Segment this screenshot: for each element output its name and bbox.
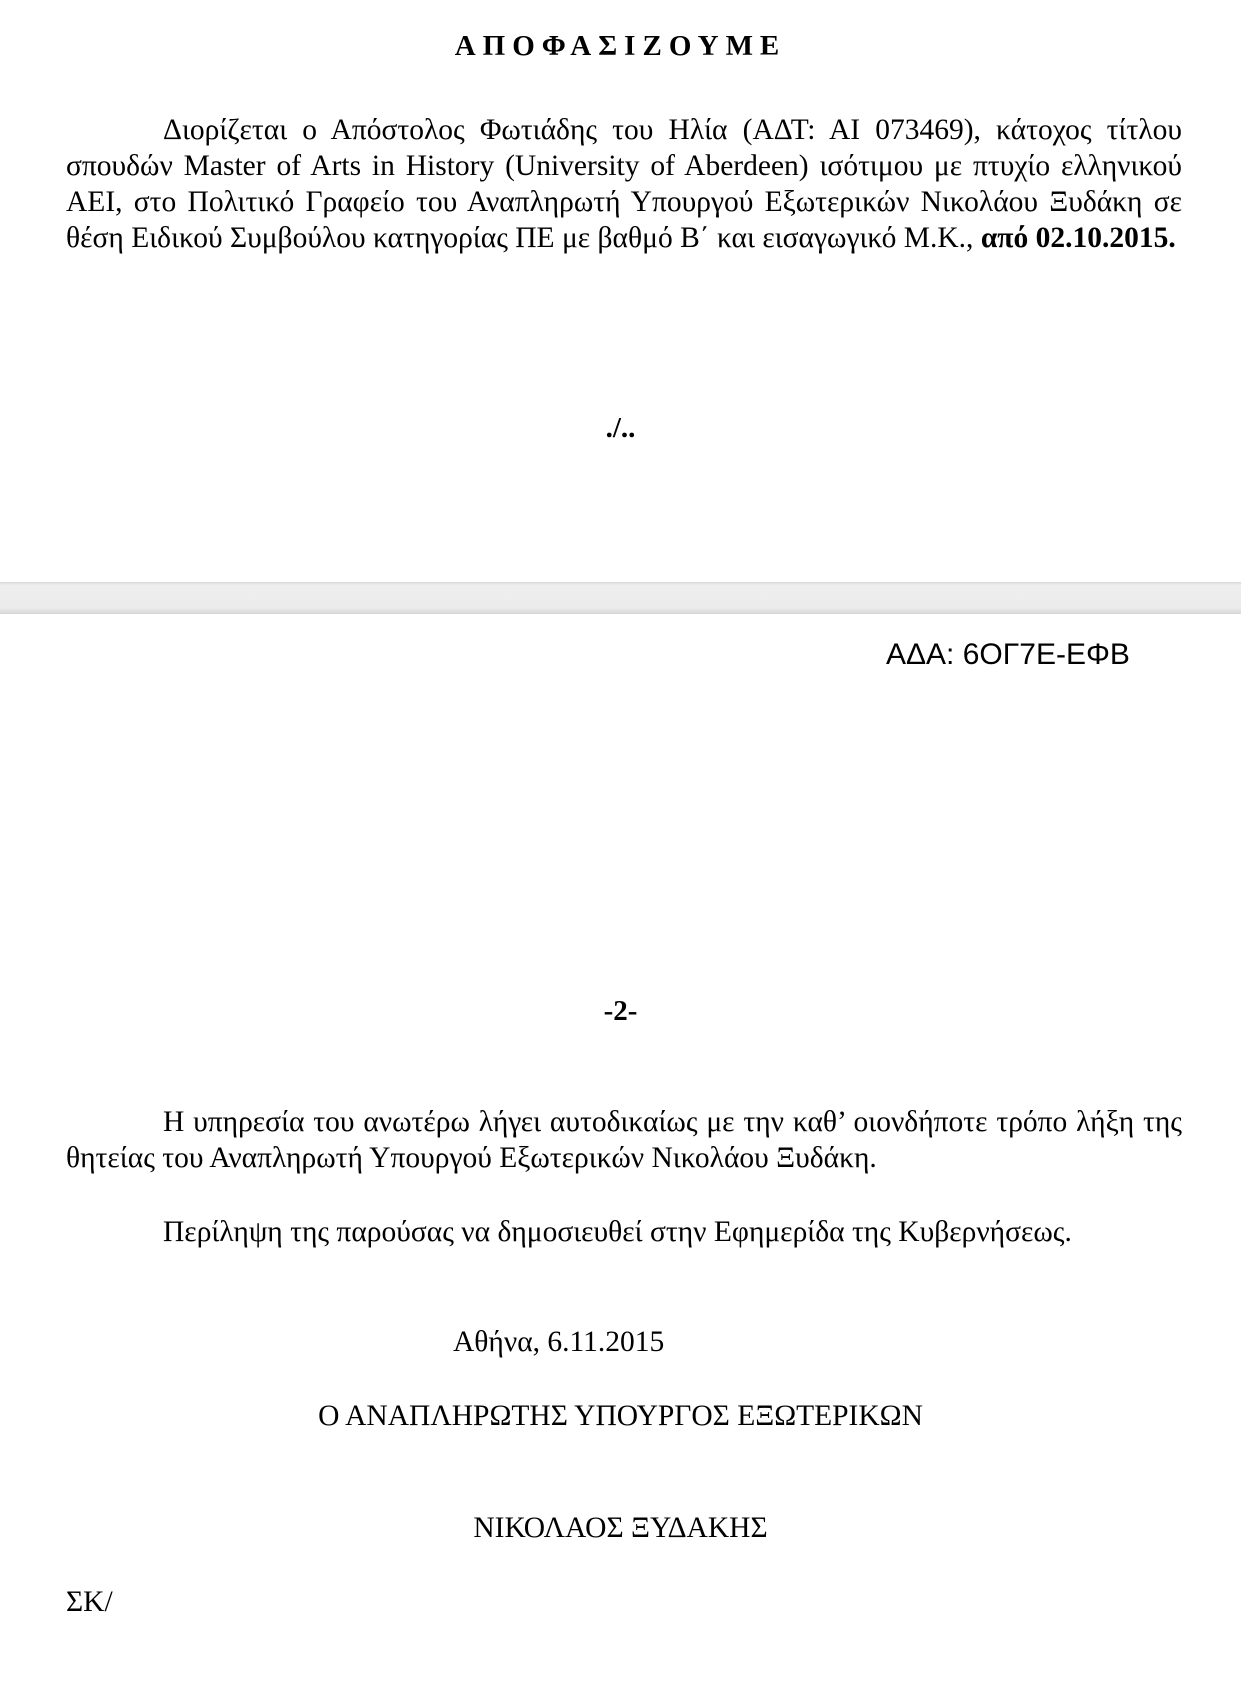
service-termination-paragraph: Η υπηρεσία του ανωτέρω λήγει αυτοδικαίως με την καθ’ οιονδήποτε τρόπο λήξη της θητείας του Αναπληρωτή Υπουργού Εξωτερικών Νικολάου Ξυδάκη. — [66, 1106, 1182, 1174]
publication-paragraph: Περίληψη της παρούσας να δημοσιευθεί στην Εφημερίδα της Κυβερνήσεως. — [163, 1216, 1072, 1248]
appointment-text: Διορίζεται ο Απόστολος Φωτιάδης του Ηλία (ΑΔΤ: ΑΙ 073469), κάτοχος τίτλου σπουδών Master of Arts in History (University of Aberdeen) ισότιμου με πτυχίο ελληνικού ΑΕΙ, στο Πολιτικό Γραφείο του Αναπληρωτή Υπουργού Εξωτερικών Νικολάου Ξυδάκη σε θέση Ειδικού Συμβούλου κατηγορίας ΠΕ με βαθμό Β΄ και εισαγωγικό Μ.Κ., — [66, 114, 1182, 254]
appointment-date: από 02.10.2015. — [980, 222, 1176, 254]
page-number: -2- — [603, 995, 638, 1027]
ada-code: ΑΔΑ: 6ΟΓ7Ε-ΕΦΒ — [886, 638, 1130, 671]
signer-title: Ο ΑΝΑΠΛΗΡΩΤΗΣ ΥΠΟΥΡΓΟΣ ΕΞΩΤΕΡΙΚΩΝ — [318, 1400, 923, 1432]
signer-name: ΝΙΚΟΛΑΟΣ ΞΥΔΑΚΗΣ — [473, 1512, 768, 1544]
appointment-paragraph — [66, 112, 1182, 256]
place-date: Αθήνα, 6.11.2015 — [453, 1326, 665, 1358]
initials: ΣΚ/ — [66, 1586, 113, 1618]
decision-heading: ΑΠΟΦΑΣΙΖΟΥΜΕ — [454, 30, 787, 62]
continuation-mark: ./.. — [605, 412, 636, 444]
page-separator — [0, 582, 1241, 614]
document-page-1 — [0, 0, 1241, 582]
